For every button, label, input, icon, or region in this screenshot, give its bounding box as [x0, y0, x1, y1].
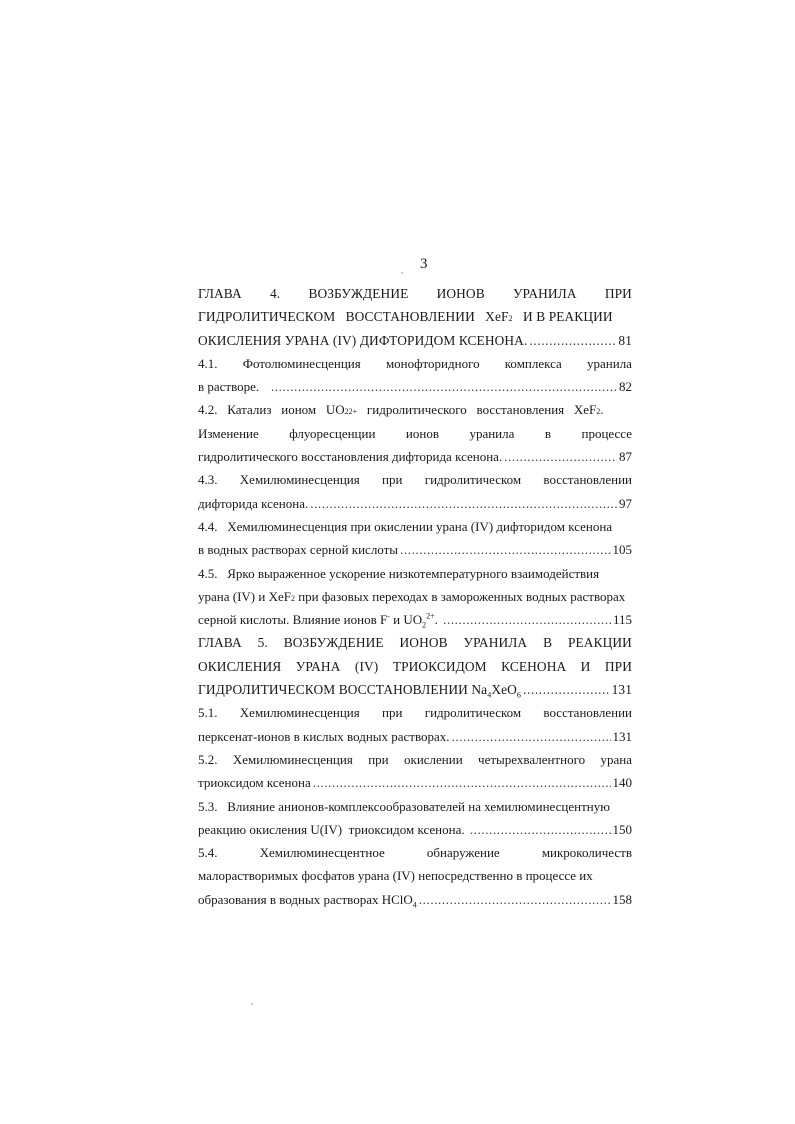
toc-page-number: 87 [619, 449, 632, 465]
toc-word: окислении [404, 751, 463, 767]
toc-subscript: 6 [516, 690, 522, 700]
toc-word: УРАНИЛА [512, 286, 577, 301]
toc-section-5-4-line-1 [198, 845, 632, 868]
toc-word: ВОЗБУЖДЕНИЕ [283, 635, 384, 651]
toc-word: ГЛАВА [198, 286, 242, 301]
toc-text: . [600, 402, 604, 418]
toc-text: малорастворимых фосфатов урана (IV) непосредственно в процессе их [198, 868, 593, 884]
toc-section-5-2-line-2 [198, 775, 632, 798]
toc-leader-dots [443, 612, 611, 628]
toc-entry-title[interactable]: триоксидом ксенона [198, 775, 311, 791]
toc-word: ОКИСЛЕНИЯ [198, 658, 282, 674]
toc-section-5-1-line-2 [198, 729, 632, 752]
toc-leader-dots [271, 379, 617, 395]
toc-word: четырехвалентного [478, 751, 586, 767]
toc-word: монофторидного [385, 355, 480, 371]
toc-page-number: 115 [612, 612, 632, 628]
toc-word: 5.4. [198, 845, 218, 861]
toc-word: И [580, 658, 591, 674]
toc-section-4-4-line-1 [198, 519, 632, 542]
toc-word: Хемилюминесценция [239, 705, 360, 721]
toc-word: микроколичеств [541, 845, 632, 861]
toc-text: XeO [491, 682, 517, 698]
toc-chapter-5-line-3 [198, 682, 632, 705]
toc-subscript: 4 [487, 690, 492, 700]
toc-section-5-4-line-3 [198, 892, 632, 915]
toc-text: ГИДРОЛИТИЧЕСКОМ ВОССТАНОВЛЕНИИ Na [198, 682, 488, 698]
toc-page-number: 81 [618, 332, 632, 348]
toc-text: 5.3. Влияние анионов-комплексообразователей на хемилюминесцентную [198, 798, 610, 814]
toc-page-number: 131 [612, 728, 632, 744]
toc-section-4-4-line-2 [198, 542, 632, 565]
toc-section-4-5-line-3 [198, 612, 632, 635]
toc-word: уранила [469, 425, 515, 441]
toc-section-4-3-line-2 [198, 496, 632, 519]
toc-word: 4.3. [198, 472, 218, 488]
toc-word: ИОНОВ [399, 635, 448, 651]
toc-word: уранила [587, 355, 632, 371]
toc-word: ГЛАВА [198, 635, 242, 651]
toc-text: урана (IV) и XeF [198, 588, 291, 604]
toc-word: УРАНИЛА [463, 635, 528, 651]
toc-word: Изменение [198, 425, 259, 441]
toc-entry-title[interactable]: гидролитического восстановления дифторида ксенона. [198, 449, 503, 465]
toc-word: гидролитическом [424, 705, 522, 721]
toc-word: ВОЗБУЖДЕНИЕ [308, 286, 409, 301]
toc-page-number: 105 [612, 542, 632, 558]
toc-word: ПРИ [604, 286, 632, 301]
toc-page-number: 131 [611, 682, 632, 698]
toc-page-number: 82 [619, 379, 632, 395]
toc-page-number: 150 [612, 821, 632, 837]
toc-leader-dots [523, 682, 610, 698]
toc-entry-title[interactable]: ОКИСЛЕНИЯ УРАНА (IV) ДИФТОРИДОМ КСЕНОНА. [198, 332, 528, 348]
toc-word: восстановлении [543, 705, 632, 721]
toc-word: 5.1. [198, 705, 218, 721]
toc-entry-title[interactable]: в водных растворах серной кислоты [198, 542, 399, 558]
toc-word: 5.2. [198, 751, 218, 767]
toc-text: ГИДРОЛИТИЧЕСКОМ ВОССТАНОВЛЕНИИ XeF [198, 309, 509, 325]
toc-subscript: 2 [422, 620, 427, 630]
toc-entry-title[interactable]: дифторида ксенона. [198, 495, 309, 511]
toc-section-4-1-line-2 [198, 379, 632, 402]
toc-leader-dots [529, 333, 616, 349]
toc-word: Хемилюминесценция [232, 751, 353, 767]
toc-section-5-3-line-1 [198, 799, 632, 822]
toc-text: и UO [389, 612, 423, 628]
toc-section-4-3-line-1 [198, 472, 632, 495]
toc-word: 4. [269, 286, 281, 301]
toc-section-5-2-line-1 [198, 752, 632, 775]
toc-word: УРАНА [295, 658, 341, 674]
toc-leader-dots [313, 775, 611, 791]
toc-entry-title[interactable]: в растворе. [198, 379, 269, 395]
toc-word: при [382, 472, 403, 488]
toc-word: флуоресценции [289, 425, 376, 441]
toc-leader-dots [470, 822, 611, 838]
toc-word: 5. [257, 635, 268, 651]
scan-speck [401, 272, 403, 274]
toc-text: 4.2. Катализ ионом UO [198, 402, 345, 418]
toc-word: процессе [581, 425, 632, 441]
toc-entry-title[interactable]: реакцию окисления U(IV) триоксидом ксенона. [198, 821, 468, 837]
toc-leader-dots [419, 892, 611, 908]
toc-leader-dots [400, 542, 610, 558]
toc-word: комплекса [504, 355, 562, 371]
toc-page-number: 97 [619, 495, 632, 511]
toc-text: при фазовых переходах в замороженных водных растворах [294, 588, 626, 604]
scan-speck [251, 1003, 253, 1005]
toc-word: восстановлении [543, 472, 632, 488]
toc-word: ПРИ [604, 658, 632, 674]
toc-page-number: 158 [612, 891, 632, 907]
toc-leader-dots [452, 729, 611, 745]
toc-word: при [368, 751, 389, 767]
toc-word: гидролитическом [424, 472, 522, 488]
toc-text: образования в водных растворах HClO [198, 891, 413, 907]
toc-chapter-4-line-1 [198, 286, 632, 309]
toc-entry-title[interactable] [198, 612, 441, 628]
toc-subscript: 4 [412, 900, 417, 910]
toc-section-5-4-line-2 [198, 868, 632, 891]
toc-chapter-5-line-1 [198, 635, 632, 658]
toc-section-5-3-line-2 [198, 822, 632, 845]
toc-text: . [434, 612, 442, 628]
toc-section-5-1-line-1 [198, 705, 632, 728]
toc-word: ТРИОКСИДОМ [392, 658, 487, 674]
toc-word: при [382, 705, 403, 721]
toc-section-4-5-line-2: урана (IV) и XeF 2 при фазовых переходах в замороженных водных растворах [198, 588, 626, 604]
toc-text: гидролитического восстановления XeF [357, 402, 597, 418]
toc-entry-title[interactable] [198, 892, 417, 908]
toc-page-number: 140 [612, 775, 632, 791]
page-number: 3 [420, 256, 428, 272]
toc-section-4-2-line-3 [198, 449, 632, 472]
toc-entry-title[interactable]: перксенат-ионов в кислых водных растворах. [198, 728, 450, 744]
toc-word: В [543, 635, 553, 651]
toc-word: КСЕНОНА [501, 658, 567, 674]
toc-section-4-2-line-2 [198, 426, 632, 449]
toc-text: 4.5. Ярко выраженное ускорение низкотемпературного взаимодействия [198, 565, 600, 581]
toc-word: ионов [405, 425, 439, 441]
toc-word: (IV) [354, 658, 379, 674]
toc-text: серной кислоты. Влияние ионов F [198, 612, 388, 628]
toc-word: Хемилюминесценция [239, 472, 360, 488]
toc-word: 4.1. [198, 355, 218, 371]
toc-leader-dots [310, 496, 617, 512]
toc-word: Фотолюминесценция [242, 355, 361, 371]
toc-text: 4.4. Хемилюминесценция при окислении урана (IV) дифторидом ксенона [198, 518, 613, 534]
toc-chapter-4-line-2: ГИДРОЛИТИЧЕСКОМ ВОССТАНОВЛЕНИИ XeF 2 И В РЕАКЦИИ [198, 309, 613, 325]
toc-section-4-1-line-1 [198, 356, 632, 379]
toc-chapter-4-line-3 [198, 333, 632, 356]
toc-superscript: 2+ [426, 612, 435, 621]
toc-leader-dots [504, 449, 617, 465]
toc-section-4-5-line-1 [198, 566, 632, 589]
toc-section-4-2-line-1: 4.2. Катализ ионом UO 2 2+ гидролитического восстановления XeF 2 . [198, 402, 604, 418]
toc-word: Хемилюминесцентное [259, 845, 385, 861]
toc-word: урана [600, 751, 632, 767]
toc-chapter-5-line-2 [198, 659, 632, 682]
toc-word: обнаружение [426, 845, 500, 861]
toc-entry-title[interactable] [198, 682, 521, 698]
toc-word: в [544, 425, 552, 441]
toc-text: И В РЕАКЦИИ [512, 309, 613, 325]
toc-word: РЕАКЦИИ [567, 635, 632, 651]
table-of-contents [198, 286, 632, 915]
toc-superscript: - [387, 612, 390, 621]
toc-word: ИОНОВ [436, 286, 485, 301]
